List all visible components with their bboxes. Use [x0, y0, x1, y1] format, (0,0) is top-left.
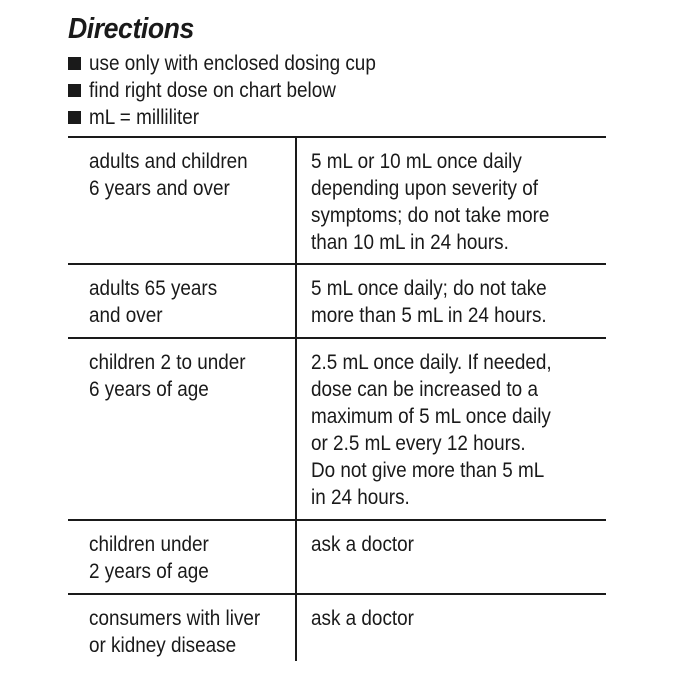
age-group-cell	[68, 138, 295, 263]
dosing-table	[68, 136, 606, 661]
bullet-item	[68, 104, 408, 131]
dosing-row	[68, 593, 606, 661]
age-group-cell	[68, 339, 295, 519]
directions-bullet-list	[68, 50, 408, 131]
dosing-row	[68, 519, 606, 593]
dose-cell	[295, 339, 606, 519]
age-group-text: adults 65 years and over	[89, 277, 218, 327]
bullet-text: use only with enclosed dosing cup	[89, 52, 376, 75]
dosing-row	[68, 263, 606, 337]
bullet-text: mL = milliliter	[89, 106, 200, 129]
dose-text: 5 mL or 10 mL once daily depending upon severity of symptoms; do not take more than 10 mL in 24 hours.	[311, 150, 550, 254]
square-bullet-icon	[68, 57, 81, 70]
age-group-cell	[68, 595, 295, 661]
age-group-text: children 2 to under 6 years of age	[89, 351, 246, 401]
square-bullet-icon	[68, 111, 81, 124]
dose-cell	[295, 138, 606, 263]
dosing-row	[68, 337, 606, 519]
dose-text: 2.5 mL once daily. If needed, dose can be increased to a maximum of 5 mL once daily or 2.5 mL every 12 hours. Do not give more than 5 mL in 24 hours.	[311, 351, 552, 509]
bullet-item	[68, 50, 408, 77]
age-group-cell	[68, 265, 295, 337]
bullet-item	[68, 77, 408, 104]
age-group-cell	[68, 521, 295, 593]
dose-text: ask a doctor	[311, 533, 414, 556]
dose-cell	[295, 265, 606, 337]
bullet-text: find right dose on chart below	[89, 79, 336, 102]
square-bullet-icon	[68, 84, 81, 97]
dose-text: ask a doctor	[311, 607, 414, 630]
dose-cell	[295, 521, 606, 593]
age-group-text: adults and children 6 years and over	[89, 150, 248, 200]
dosing-row	[68, 136, 606, 263]
dose-cell	[295, 595, 606, 661]
age-group-text: consumers with liver or kidney disease	[89, 607, 261, 657]
directions-heading: Directions	[68, 13, 194, 45]
dose-text: 5 mL once daily; do not take more than 5 mL in 24 hours.	[311, 277, 547, 327]
age-group-text: children under 2 years of age	[89, 533, 209, 583]
